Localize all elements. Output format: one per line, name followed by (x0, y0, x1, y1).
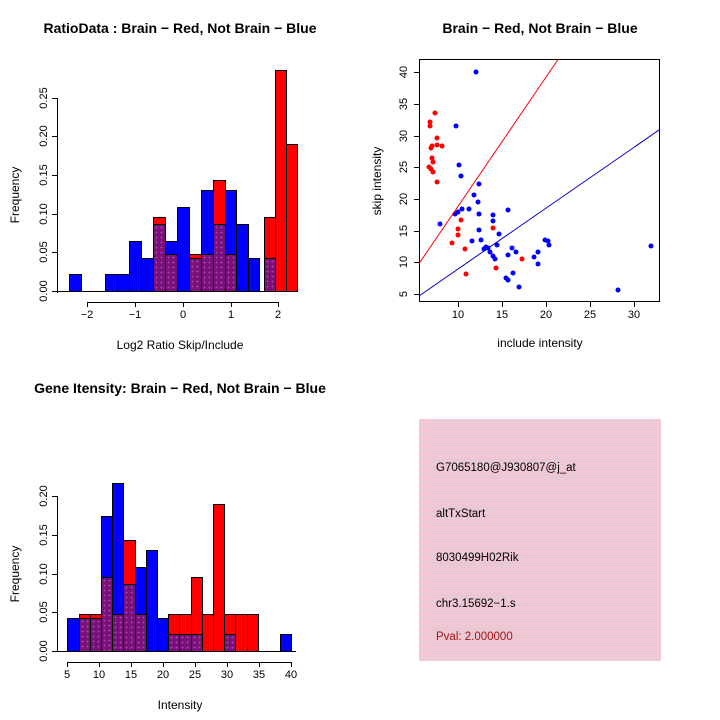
y-tick (52, 612, 57, 613)
x-tick-label: 35 (252, 669, 266, 681)
scatter-point-blue (479, 238, 484, 243)
x-tick (546, 302, 547, 307)
gene-info-panel (419, 419, 661, 661)
x-tick-label: 10 (92, 669, 106, 681)
scatter-point-blue (616, 288, 621, 293)
scatter-point-red (456, 227, 461, 232)
x-axis-baseline (57, 291, 296, 292)
x-tick (278, 302, 279, 307)
x-tick-label: −1 (128, 309, 142, 321)
scatter-point-red (494, 266, 499, 271)
y-tick (52, 214, 57, 215)
y-tick-label: 0.15 (38, 164, 50, 186)
y-tick-label: 0.10 (38, 203, 50, 225)
x-tick (634, 302, 635, 307)
scatter-point-blue (477, 228, 482, 233)
scatter-point-blue (506, 208, 511, 213)
x-tick-label: 0 (179, 309, 187, 321)
x-tick-label: 20 (156, 669, 170, 681)
x-tick (502, 302, 503, 307)
y-tick (52, 136, 57, 137)
x-tick-label: 25 (583, 309, 597, 321)
y-tick (52, 651, 57, 652)
x-tick-label: 15 (124, 669, 138, 681)
gene-hist-title: Gene Itensity: Brain − Red, Not Brain − Blue (34, 380, 326, 396)
x-tick (135, 302, 136, 307)
scatter-point-blue (459, 174, 464, 179)
scatter-point-blue (491, 213, 496, 218)
scatter-point-blue (511, 271, 516, 276)
x-tick-label: 5 (63, 669, 71, 681)
ratio-hist-ylabel: Frequency (8, 166, 22, 224)
x-tick (131, 662, 132, 667)
scatter-point-red (440, 144, 445, 149)
scatter-point-blue (495, 243, 500, 248)
x-tick (87, 302, 88, 307)
scatter-point-blue (497, 232, 502, 237)
y-tick-label: 0.25 (38, 87, 50, 109)
x-tick (458, 302, 459, 307)
y-tick (414, 104, 419, 105)
x-tick (163, 662, 164, 667)
scatter-ylabel: skip intensity (370, 146, 384, 216)
scatter-title: Brain − Red, Not Brain − Blue (442, 20, 638, 36)
histogram-bar (69, 274, 82, 292)
x-tick (590, 302, 591, 307)
scatter-point-blue (649, 244, 654, 249)
scatter-point-blue (536, 250, 541, 255)
y-tick (414, 199, 419, 200)
scatter-point-blue (491, 219, 496, 224)
x-tick-label: 40 (284, 669, 298, 681)
x-tick-label: 10 (451, 309, 465, 321)
y-axis-line (57, 98, 58, 293)
scatter-point-blue (477, 182, 482, 187)
scatter-point-red (450, 241, 455, 246)
y-tick-label: 0.05 (38, 601, 50, 623)
y-tick-label: 0.15 (38, 524, 50, 546)
scatter-point-blue (517, 285, 522, 290)
y-tick (52, 175, 57, 176)
scatter-point-red (435, 136, 440, 141)
scatter-point-blue (477, 212, 482, 217)
gene-hist-ylabel: Frequency (8, 545, 22, 603)
scatter-point-red (459, 218, 464, 223)
y-tick-label: 30 (398, 129, 410, 143)
histogram-bar (286, 144, 298, 292)
x-tick-label: 20 (539, 309, 553, 321)
probe-id-text: G7065180@J930807@j_at (436, 462, 576, 474)
scatter-point-red (428, 124, 433, 129)
y-tick-label: 0.20 (38, 125, 50, 147)
x-tick (227, 662, 228, 667)
scatter-point-blue (467, 207, 472, 212)
scatter-point-red (433, 111, 438, 116)
y-tick-label: 0.00 (38, 640, 50, 662)
scatter-point-red (491, 226, 496, 231)
scatter-point-blue (457, 163, 462, 168)
x-tick (67, 662, 68, 667)
histogram-bar (248, 258, 260, 292)
x-tick-label: 15 (495, 309, 509, 321)
x-tick (183, 302, 184, 307)
scatter-point-blue (453, 212, 458, 217)
y-tick-label: 5 (398, 290, 410, 298)
x-tick-label: 1 (227, 309, 235, 321)
scatter-point-blue (472, 193, 477, 198)
x-tick-label: −2 (80, 309, 94, 321)
y-tick (414, 294, 419, 295)
y-tick (414, 72, 419, 73)
ratio-hist-xlabel: Log2 Ratio Skip/Include (116, 338, 244, 352)
scatter-point-red (431, 160, 436, 165)
scatter-point-red (431, 170, 436, 175)
x-tick (99, 662, 100, 667)
scatter-point-red (463, 247, 468, 252)
y-tick (414, 136, 419, 137)
x-tick-label: 2 (274, 309, 282, 321)
y-tick-label: 0.10 (38, 563, 50, 585)
splice-type-text: altTxStart (436, 508, 486, 520)
y-tick-label: 0.20 (38, 485, 50, 507)
x-tick (291, 662, 292, 667)
y-tick (52, 291, 57, 292)
y-tick-label: 15 (398, 224, 410, 238)
scatter-point-blue (493, 257, 498, 262)
y-tick (52, 98, 57, 99)
y-tick (52, 535, 57, 536)
histogram-bar (280, 634, 292, 652)
locus-text: chr3.15692−1.s (436, 598, 516, 610)
y-tick (52, 496, 57, 497)
scatter-point-blue (506, 253, 511, 258)
x-tick (259, 662, 260, 667)
y-tick (414, 262, 419, 263)
scatter-point-blue (438, 222, 443, 227)
y-tick-label: 25 (398, 160, 410, 174)
scatter-point-red (456, 233, 461, 238)
y-tick (52, 574, 57, 575)
y-axis-line (57, 496, 58, 652)
y-tick-label: 0.05 (38, 241, 50, 263)
scatter-point-blue (547, 243, 552, 248)
scatter-point-blue (474, 70, 479, 75)
gene-hist-xlabel: Intensity (157, 698, 203, 712)
scatter-point-blue (506, 278, 511, 283)
y-tick (414, 231, 419, 232)
scatter-point-red (520, 257, 525, 262)
scatter-point-red (435, 180, 440, 185)
x-tick (231, 302, 232, 307)
y-tick (52, 252, 57, 253)
x-tick (195, 662, 196, 667)
y-tick-label: 0.00 (38, 280, 50, 302)
y-tick-label: 10 (398, 255, 410, 269)
scatter-point-red (429, 146, 434, 151)
scatter-xlabel: include intensity (497, 336, 583, 350)
scatter-point-blue (514, 250, 519, 255)
pval-text: Pval: 2.000000 (436, 631, 513, 643)
x-tick-label: 30 (627, 309, 641, 321)
gene-symbol-text: 8030499H02Rik (436, 552, 519, 564)
y-tick-label: 40 (398, 65, 410, 79)
x-tick-label: 25 (188, 669, 202, 681)
y-tick-label: 35 (398, 97, 410, 111)
scatter-point-red (464, 272, 469, 277)
histogram-bar (247, 614, 259, 652)
scatter-point-blue (536, 262, 541, 267)
y-tick (414, 167, 419, 168)
scatter-point-blue (532, 255, 537, 260)
ratio-hist-title: RatioData : Brain − Red, Not Brain − Blue (43, 20, 317, 36)
scatter-point-blue (470, 239, 475, 244)
y-tick-label: 20 (398, 192, 410, 206)
x-axis-baseline (57, 651, 296, 652)
x-tick-label: 30 (220, 669, 234, 681)
scatter-point-blue (476, 200, 481, 205)
scatter-point-blue (454, 124, 459, 129)
